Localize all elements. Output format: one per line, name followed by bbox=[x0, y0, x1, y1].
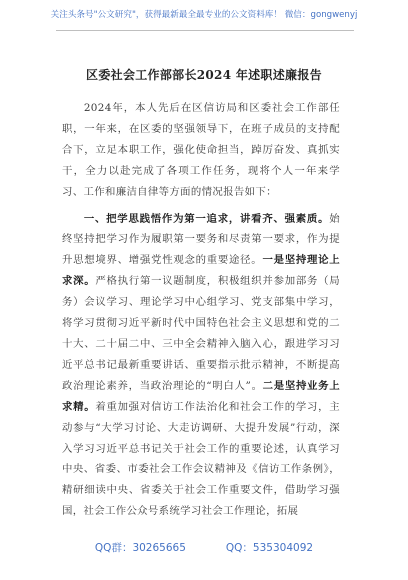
section1-heading: 一、把学思践悟作为第一追求，讲看齐、强素质。 bbox=[83, 212, 330, 225]
section1-paragraph bbox=[62, 209, 340, 523]
footer-qq-group: QQ群：30265665 bbox=[94, 542, 186, 554]
footer-qq: QQ：535304092 bbox=[225, 542, 314, 554]
section1-text: 始终坚持把学习作为履职第一要务和尽责第一要求，作为提升思想境界、增强党性观念的重要途径。 bbox=[62, 212, 340, 267]
intro-paragraph: 2024年，本人先后在区信访局和区委社会工作部任职，一年来，在区委的坚强领导下，在班子成员的支持配合下，立足本职工作，强化使命担当，踔厉奋发、真抓实干，全力以赴完成了各项工作任务，现将个人一年来学习、工作和廉洁自律等方面的情况报告如下： bbox=[62, 102, 340, 198]
sub2-text: 着重加强对信访工作法治化和社会工作的学习，主动参与“大学习讨论、大走访调研、大提升发展”行动，深入学习习近平总书记关于社会工作的重要论述，认真学习中央、省委、市委社会工作会议精神及《信访工作条例》，精研细读中央、省委关于社会工作重要文件，借助学习强国，社会工作公众号系统学习社会工作理论，拓展 bbox=[62, 400, 340, 518]
sub1-heading: 一是坚持理论上求深。 bbox=[62, 254, 340, 288]
header-divider bbox=[56, 30, 354, 31]
document-body bbox=[62, 98, 340, 528]
header-notice: 关注头条号"公文研究"，获得最新最全最专业的公文资料库！ 微信：gongwenyj bbox=[50, 10, 358, 20]
sub2-heading: 二是坚持业务上求精。 bbox=[62, 379, 340, 413]
footer bbox=[0, 540, 408, 555]
document-title: 区委社会工作部部长2024 年述职述廉报告 bbox=[86, 68, 322, 82]
sub1-text: 严格执行第一议题制度，积极组织并参加部务（局务）会议学习、理论学习中心组学习、党支部集中学习，将学习贯彻习近平新时代中国特色社会主义思想和党的二十大、二十届二中、三中全会精神入脑入心，跟进学习习近平总书记最新重要讲话、重要指示批示精神，不断提高政治理论素养，当政治理论的“明白人”。 bbox=[62, 275, 340, 392]
